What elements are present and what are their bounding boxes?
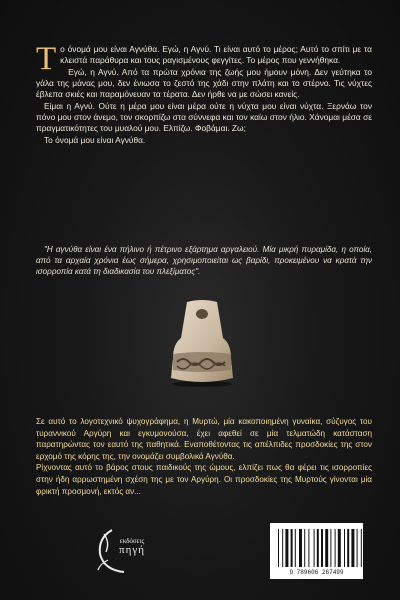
barcode-bar bbox=[325, 529, 328, 567]
synopsis-paragraph-1: Σε αυτό το λογοτεχνικό ψυχογράφημα, η Μυρτώ, μία κακοποιημένη γυναίκα, σύζυγος του τυραννικού Αργύρη και εγκυμονούσα, έχει αφεθεί σε μία τελματώδη κατάσταση παρατηρώντας τον εαυτό της παθητικά. Εναποθέτοντας τις απέλπιδες προσδοκίες της στον ερχομό της κόρης της, την ονομάζει συμβολικά Αγνύθα. bbox=[36, 417, 372, 461]
barcode-bar bbox=[285, 529, 288, 567]
isbn-barcode bbox=[270, 523, 363, 579]
barcode-bar bbox=[308, 529, 309, 567]
barcode-bar bbox=[321, 529, 323, 567]
barcode-bar bbox=[295, 529, 296, 567]
synopsis-text bbox=[36, 416, 372, 497]
intro-text bbox=[36, 41, 372, 146]
barcode-bar bbox=[299, 529, 302, 567]
loom-weight-image bbox=[161, 298, 243, 388]
barcode-bar bbox=[338, 529, 341, 567]
barcode-bar bbox=[317, 529, 319, 567]
barcode-bar bbox=[314, 529, 315, 567]
intro-paragraph-3: Είμαι η Αγνύ. Ούτε η μέρα μου είναι μέρα ούτε η νύχτα μου είναι νύχτα. Ξερνάω τον πόνο μου στον άνεμο, τον σκορπίζω στα σύννεφα και τον καίω στον ήλιο. Χάνομαι μέσα σε πραγματικότητες του μυαλού μου. Ελπίζω. Φοβάμαι. Ζω; bbox=[36, 100, 372, 134]
publisher-name bbox=[112, 537, 152, 555]
intro-paragraph-1: Το όνομά μου είναι Αγνύθα. Εγώ, η Αγνύ. Τι είναι αυτό το μέρος; Αυτό το σπίτι με τα κλειστά παράθυρα και τους ραγισμένους φεγγίτες. Το μέρος που γεννήθηκα. bbox=[36, 41, 372, 77]
publisher-line1: εκδόσεις bbox=[119, 537, 145, 545]
barcode-bar bbox=[330, 529, 331, 567]
barcode-bar bbox=[344, 529, 345, 567]
barcode-bar bbox=[361, 529, 362, 567]
barcode-bar bbox=[357, 529, 358, 567]
barcode-bar bbox=[335, 529, 336, 567]
barcode-bar bbox=[278, 529, 279, 567]
intro-paragraph-4: Το όνομά μου είναι Αγνύθα. bbox=[44, 134, 146, 145]
isbn-number: 9 789606 267499 bbox=[289, 569, 344, 576]
barcode-bar bbox=[282, 529, 283, 567]
barcode-bar bbox=[347, 529, 349, 567]
barcode-bar bbox=[291, 529, 293, 567]
synopsis-paragraph-2: Ρίχνοντας αυτό το βάρος στους παιδικούς της ώμους, ελπίζει πως θα φέρει τις ισορροπίες στην ήδη αρρωστημένη σχέση της με τον Αργύρη. Οι προσδοκίες της Μυρτούς γίνονται μία φρικτή προσμονή, εκτός αν... bbox=[36, 463, 372, 496]
drop-cap: Τ bbox=[36, 41, 57, 77]
intro-paragraph-2: Εγώ, η Αγνύ. Από τα πρώτα χρόνια της ζωής μου ήμουν μόνη. Δεν γεύτηκα το γάλα της μάνας μου, δεν ένιωσα το ζεστό της χάδι στην πλάτη και το στέρνο. Τις νύχτες έβλεπα σκιές και παραμόνευαν τα τέρατα. Δεν ήρθε να με σώσει κανείς. bbox=[36, 66, 372, 100]
barcode-bars bbox=[270, 523, 363, 569]
barcode-bar bbox=[351, 529, 354, 567]
quote-text: "Η αγνύθα είναι ένα πήλινο ή πέτρινο εξάρτημα αργαλειού. Μία μικρή πυραμίδα, η οποία, από τα αρχαία χρόνια έως σήμερα, χρησιμοποιείται ως βαρίδι, προκειμένου να κρατά την ισορροπία κατά τη διαδικασία του πλεξίματος". bbox=[36, 245, 372, 277]
definition-quote bbox=[36, 244, 372, 278]
publisher-line2: πηγή bbox=[119, 544, 145, 556]
barcode-bar bbox=[304, 529, 305, 567]
